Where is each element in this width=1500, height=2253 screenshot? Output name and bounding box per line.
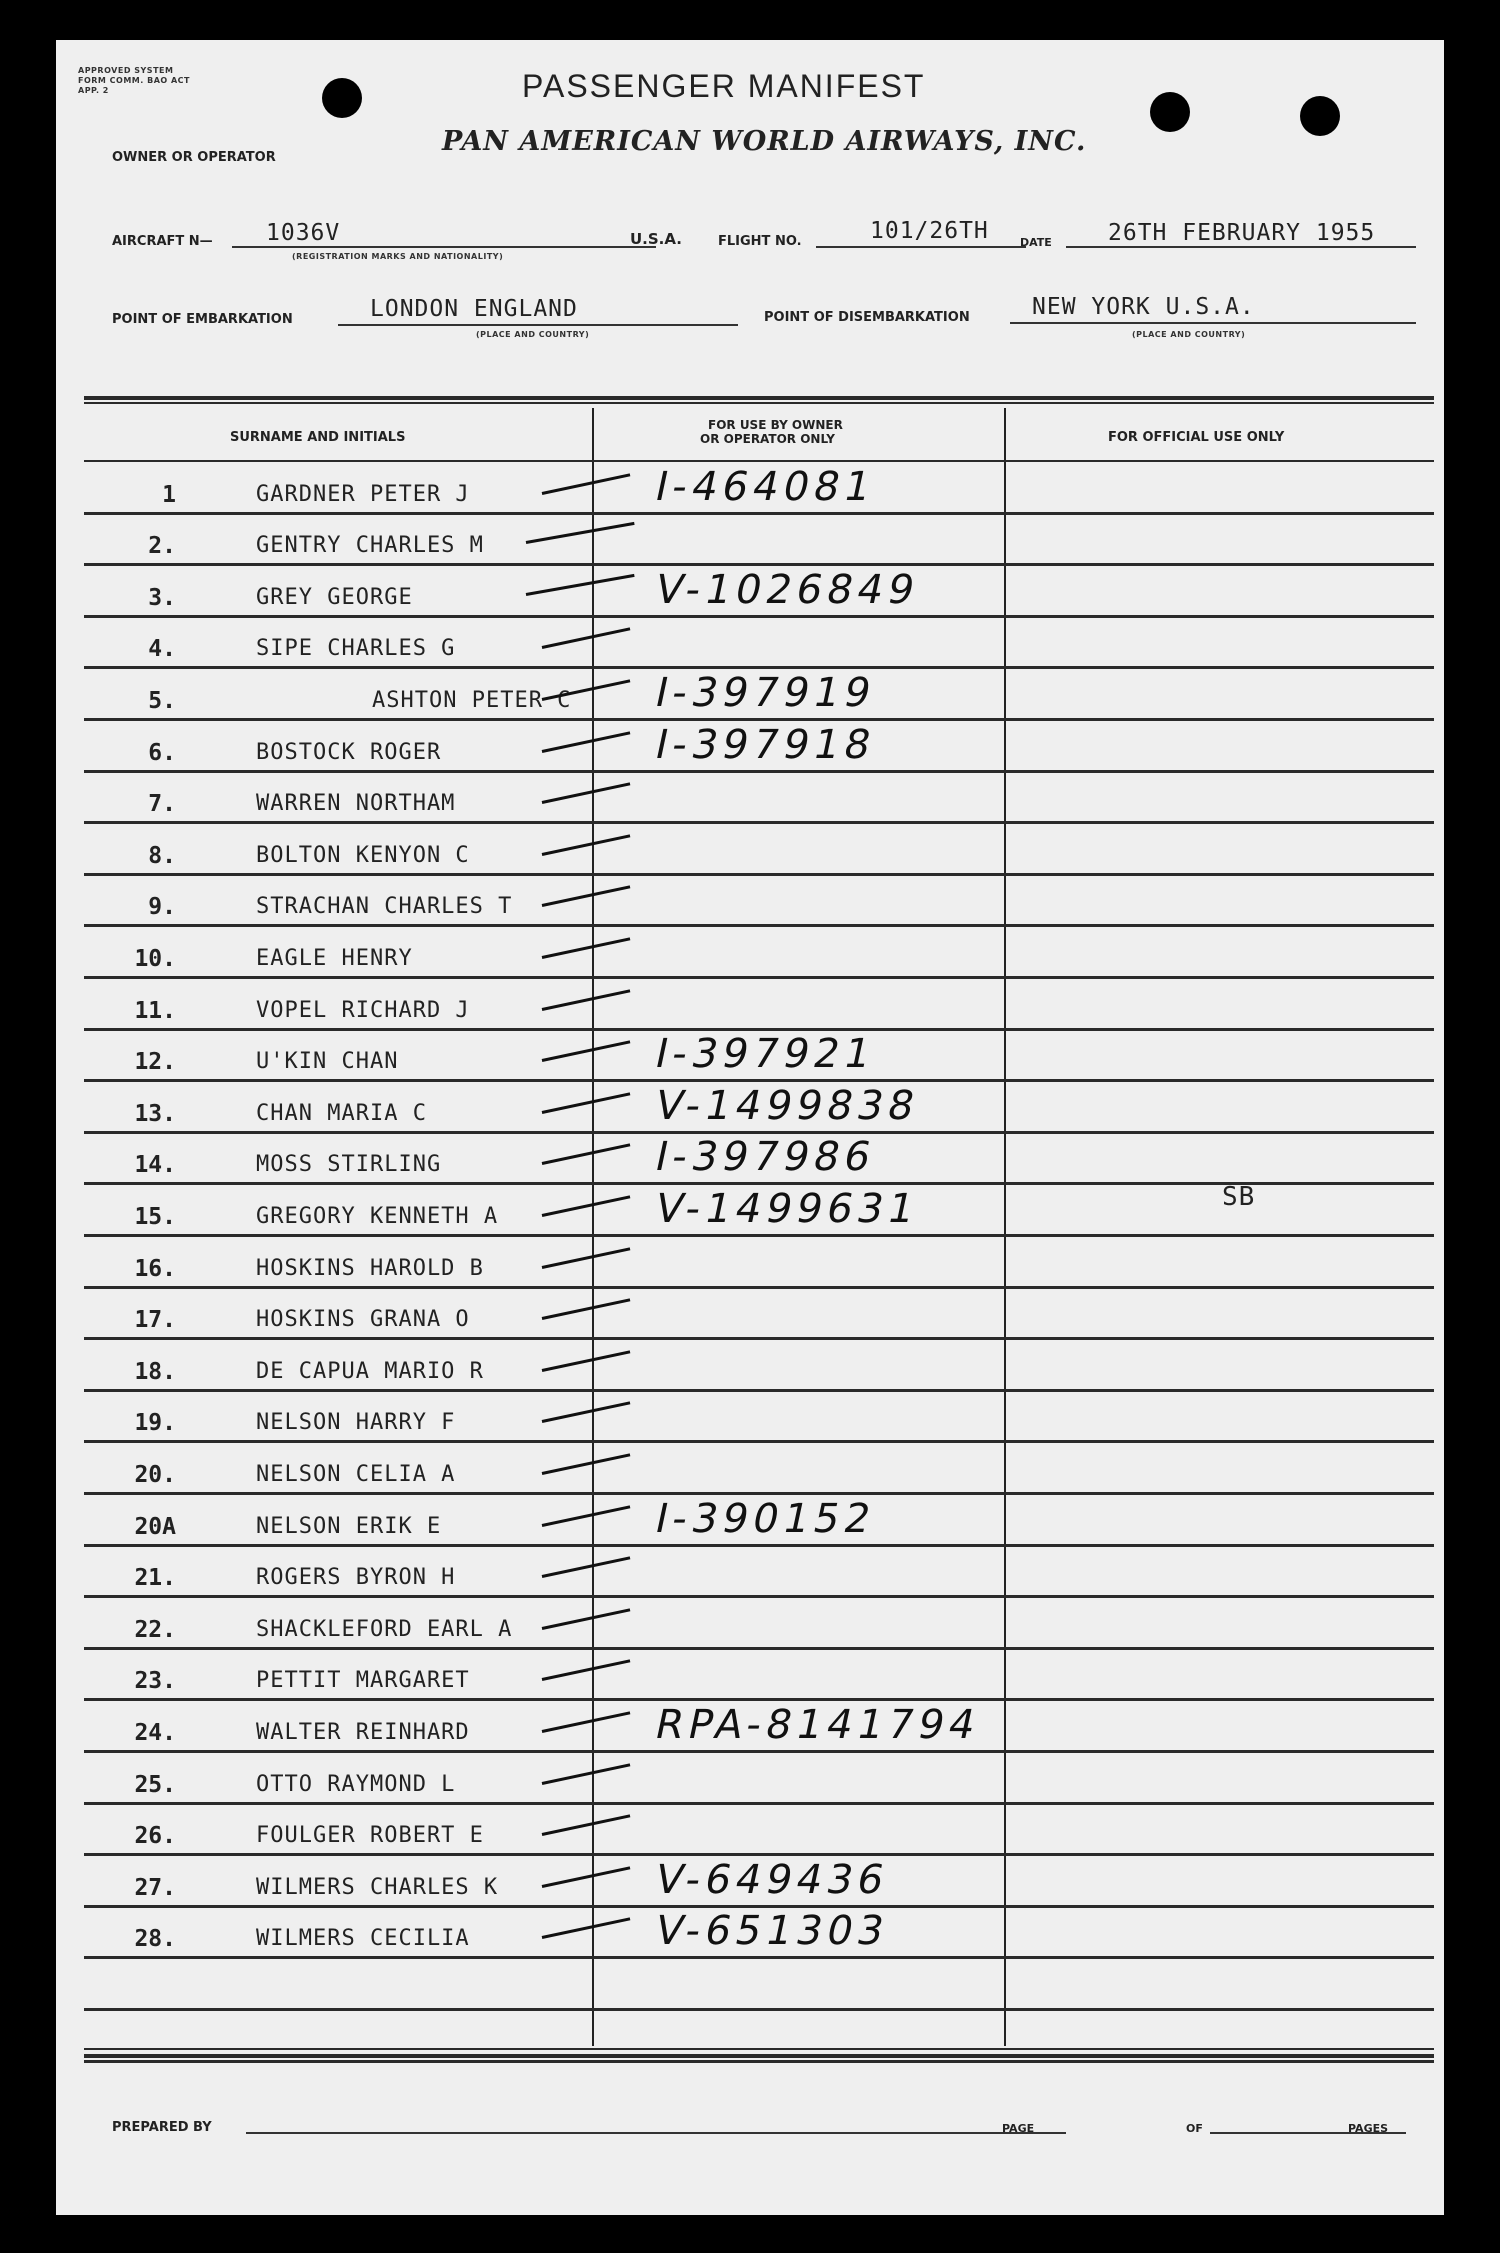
page-label: PAGE bbox=[1002, 2122, 1035, 2135]
row-rule bbox=[84, 615, 1434, 618]
check-mark bbox=[542, 1866, 631, 1888]
row-number: 19. bbox=[134, 1410, 176, 1437]
row-number: 2. bbox=[148, 533, 176, 560]
check-mark bbox=[542, 473, 631, 495]
row-number: 5. bbox=[148, 688, 176, 714]
passenger-name: MOSS STIRLING bbox=[256, 1152, 442, 1178]
col-header-official: FOR OFFICIAL USE ONLY bbox=[1108, 430, 1285, 445]
check-mark bbox=[542, 1041, 631, 1063]
row-rule bbox=[84, 718, 1434, 721]
row-number: 20. bbox=[134, 1462, 176, 1488]
check-mark bbox=[542, 1660, 631, 1682]
embark-sub: (PLACE AND COUNTRY) bbox=[476, 330, 590, 339]
table-top-rule bbox=[84, 396, 1434, 400]
page-title: PASSENGER MANIFEST bbox=[522, 68, 926, 104]
row-rule bbox=[84, 563, 1434, 566]
of-label: OF bbox=[1186, 2122, 1203, 2135]
column-divider bbox=[1004, 408, 1006, 2046]
passenger-name: ROGERS BYRON H bbox=[256, 1565, 456, 1591]
punch-hole bbox=[1150, 92, 1190, 132]
check-mark bbox=[542, 1763, 631, 1785]
passenger-name: ASHTON PETER C bbox=[372, 688, 572, 713]
passenger-name: SHACKLEFORD EARL A bbox=[256, 1616, 513, 1642]
table-bottom-rule bbox=[84, 2048, 1434, 2050]
check-mark bbox=[526, 522, 635, 544]
row-rule bbox=[84, 1853, 1434, 1856]
passenger-name: BOSTOCK ROGER bbox=[256, 739, 442, 765]
document-number: I-390152 bbox=[651, 1495, 880, 1542]
check-mark bbox=[542, 783, 631, 805]
aircraft-label: AIRCRAFT N— bbox=[112, 234, 213, 249]
passenger-name: FOULGER ROBERT E bbox=[256, 1823, 484, 1849]
passenger-name: HOSKINS HAROLD B bbox=[256, 1255, 484, 1281]
row-rule bbox=[84, 1595, 1434, 1598]
row-rule bbox=[84, 1389, 1434, 1392]
col-header-owner-2: OR OPERATOR ONLY bbox=[700, 432, 835, 446]
document-number: V-651303 bbox=[651, 1908, 894, 1955]
row-number: 25. bbox=[134, 1771, 176, 1798]
check-mark bbox=[542, 1505, 631, 1527]
row-rule bbox=[84, 1544, 1434, 1547]
disembark-sub: (PLACE AND COUNTRY) bbox=[1132, 330, 1246, 339]
passenger-name: NELSON HARRY F bbox=[256, 1410, 456, 1436]
col-header-owner-1: FOR USE BY OWNER bbox=[708, 418, 843, 432]
row-number: 6. bbox=[148, 739, 176, 766]
row-number: 8. bbox=[148, 842, 176, 869]
passenger-name: EAGLE HENRY bbox=[256, 946, 413, 971]
row-number: 18. bbox=[134, 1358, 176, 1385]
check-mark bbox=[542, 1350, 631, 1372]
document-number: V-1499838 bbox=[651, 1082, 924, 1129]
owner-value: PAN AMERICAN WORLD AIRWAYS, INC. bbox=[442, 126, 1087, 157]
passenger-name: GREY GEORGE bbox=[256, 584, 413, 610]
row-number: 3. bbox=[148, 584, 176, 611]
col-header-surname: SURNAME AND INITIALS bbox=[230, 430, 406, 445]
punch-hole bbox=[1300, 96, 1340, 136]
document-number: I-464081 bbox=[651, 463, 880, 510]
check-mark bbox=[542, 1815, 631, 1837]
row-number: 1 bbox=[162, 481, 176, 508]
passenger-name: WARREN NORTHAM bbox=[256, 791, 456, 817]
header-rule bbox=[84, 460, 1434, 462]
passenger-name: WALTER REINHARD bbox=[256, 1720, 470, 1745]
passenger-name: VOPEL RICHARD J bbox=[256, 997, 470, 1023]
passenger-name: CHAN MARIA C bbox=[256, 1100, 427, 1126]
row-number: 7. bbox=[148, 791, 176, 818]
row-rule bbox=[84, 2008, 1434, 2011]
row-number: 9. bbox=[148, 894, 176, 921]
owner-label: OWNER OR OPERATOR bbox=[112, 150, 276, 165]
check-mark bbox=[542, 1557, 631, 1579]
passenger-name: GREGORY KENNETH A bbox=[256, 1204, 499, 1229]
row-rule bbox=[84, 2060, 1434, 2063]
prepared-label: PREPARED BY bbox=[112, 2120, 212, 2135]
check-mark bbox=[542, 1092, 631, 1114]
check-mark bbox=[542, 628, 631, 650]
row-number: 27. bbox=[134, 1874, 176, 1901]
passenger-name: NELSON ERIK E bbox=[256, 1513, 442, 1539]
passenger-name: GARDNER PETER J bbox=[256, 481, 470, 507]
disembark-value: NEW YORK U.S.A. bbox=[1032, 294, 1255, 320]
flight-label: FLIGHT NO. bbox=[718, 234, 802, 249]
row-number: 26. bbox=[134, 1823, 176, 1850]
row-number: 11. bbox=[134, 997, 176, 1024]
row-number: 12. bbox=[134, 1049, 176, 1076]
passenger-name: HOSKINS GRANA O bbox=[256, 1307, 470, 1333]
check-mark bbox=[542, 886, 631, 908]
check-mark bbox=[542, 1299, 631, 1321]
passenger-name: PETTIT MARGARET bbox=[256, 1668, 470, 1694]
row-number: 4. bbox=[148, 636, 176, 663]
document-number: V-1026849 bbox=[651, 566, 924, 613]
row-number: 20A bbox=[134, 1513, 176, 1540]
nationality: U.S.A. bbox=[630, 230, 682, 248]
aircraft-sub: (REGISTRATION MARKS AND NATIONALITY) bbox=[292, 252, 504, 261]
check-mark bbox=[526, 574, 635, 596]
passenger-name: NELSON CELIA A bbox=[256, 1462, 456, 1487]
row-rule bbox=[84, 1440, 1434, 1443]
row-rule bbox=[84, 1492, 1434, 1495]
document-number: I-397986 bbox=[651, 1134, 880, 1181]
passenger-name: WILMERS CHARLES K bbox=[256, 1874, 499, 1900]
row-rule bbox=[84, 1286, 1434, 1289]
row-number: 17. bbox=[134, 1307, 176, 1334]
passenger-name: SIPE CHARLES G bbox=[256, 636, 456, 662]
check-mark bbox=[542, 1711, 631, 1733]
punch-hole bbox=[322, 78, 362, 118]
document-number: V-1499631 bbox=[651, 1186, 924, 1232]
official-mark: SB bbox=[1222, 1182, 1256, 1212]
row-rule bbox=[84, 873, 1434, 876]
row-rule bbox=[84, 821, 1434, 824]
passenger-name: OTTO RAYMOND L bbox=[256, 1771, 456, 1797]
check-mark bbox=[542, 1247, 631, 1269]
check-mark bbox=[542, 731, 631, 753]
row-rule bbox=[84, 1698, 1434, 1701]
passenger-name: DE CAPUA MARIO R bbox=[256, 1358, 484, 1384]
date-value: 26TH FEBRUARY 1955 bbox=[1108, 220, 1376, 246]
document-number: I-397919 bbox=[651, 670, 880, 716]
row-rule bbox=[84, 1234, 1434, 1237]
row-rule bbox=[84, 770, 1434, 773]
row-number: 22. bbox=[134, 1616, 176, 1643]
passenger-name: STRACHAN CHARLES T bbox=[256, 894, 513, 920]
row-number: 16. bbox=[134, 1255, 176, 1282]
check-mark bbox=[542, 834, 631, 856]
row-number: 13. bbox=[134, 1100, 176, 1127]
check-mark bbox=[542, 1918, 631, 1940]
row-rule bbox=[84, 512, 1434, 515]
row-rule bbox=[84, 924, 1434, 927]
row-number: 14. bbox=[134, 1152, 176, 1179]
check-mark bbox=[542, 1195, 631, 1217]
date-label: DATE bbox=[1020, 236, 1052, 249]
row-number: 10. bbox=[134, 946, 176, 972]
document-number: RPA-8141794 bbox=[651, 1702, 985, 1748]
passenger-name: WILMERS CECILIA bbox=[256, 1926, 470, 1952]
pages-label: PAGES bbox=[1348, 2122, 1389, 2135]
check-mark bbox=[542, 1144, 631, 1166]
document-number: V-649436 bbox=[651, 1856, 894, 1903]
passenger-name: GENTRY CHARLES M bbox=[256, 533, 484, 559]
row-rule bbox=[84, 1337, 1434, 1340]
embark-value: LONDON ENGLAND bbox=[370, 296, 578, 322]
check-mark bbox=[542, 1453, 631, 1475]
row-rule bbox=[84, 1079, 1434, 1082]
row-number: 28. bbox=[134, 1926, 176, 1953]
embark-label: POINT OF EMBARKATION bbox=[112, 312, 293, 327]
check-mark bbox=[542, 989, 631, 1011]
passenger-name: BOLTON KENYON C bbox=[256, 842, 470, 868]
row-rule bbox=[84, 1956, 1434, 1959]
row-rule bbox=[84, 666, 1434, 669]
check-mark bbox=[542, 937, 631, 959]
approval-note: APPROVED SYSTEM FORM COMM. BAO ACT APP. 2 bbox=[78, 66, 190, 95]
row-number: 15. bbox=[134, 1204, 176, 1230]
row-number: 23. bbox=[134, 1668, 176, 1695]
column-divider bbox=[592, 408, 594, 2046]
row-number: 24. bbox=[134, 1720, 176, 1746]
passenger-name: U'KIN CHAN bbox=[256, 1049, 399, 1075]
document-number: I-397921 bbox=[651, 1031, 880, 1078]
disembark-label: POINT OF DISEMBARKATION bbox=[764, 310, 970, 325]
row-rule bbox=[84, 1750, 1434, 1753]
row-rule bbox=[84, 1802, 1434, 1805]
check-mark bbox=[542, 1608, 631, 1630]
document-number: I-397918 bbox=[651, 721, 880, 768]
row-rule bbox=[84, 1647, 1434, 1650]
row-number: 21. bbox=[134, 1565, 176, 1592]
flight-value: 101/26TH bbox=[870, 218, 989, 244]
check-mark bbox=[542, 1402, 631, 1424]
aircraft-value: 1036V bbox=[266, 220, 341, 246]
manifest-sheet bbox=[56, 40, 1444, 2215]
row-rule bbox=[84, 976, 1434, 979]
